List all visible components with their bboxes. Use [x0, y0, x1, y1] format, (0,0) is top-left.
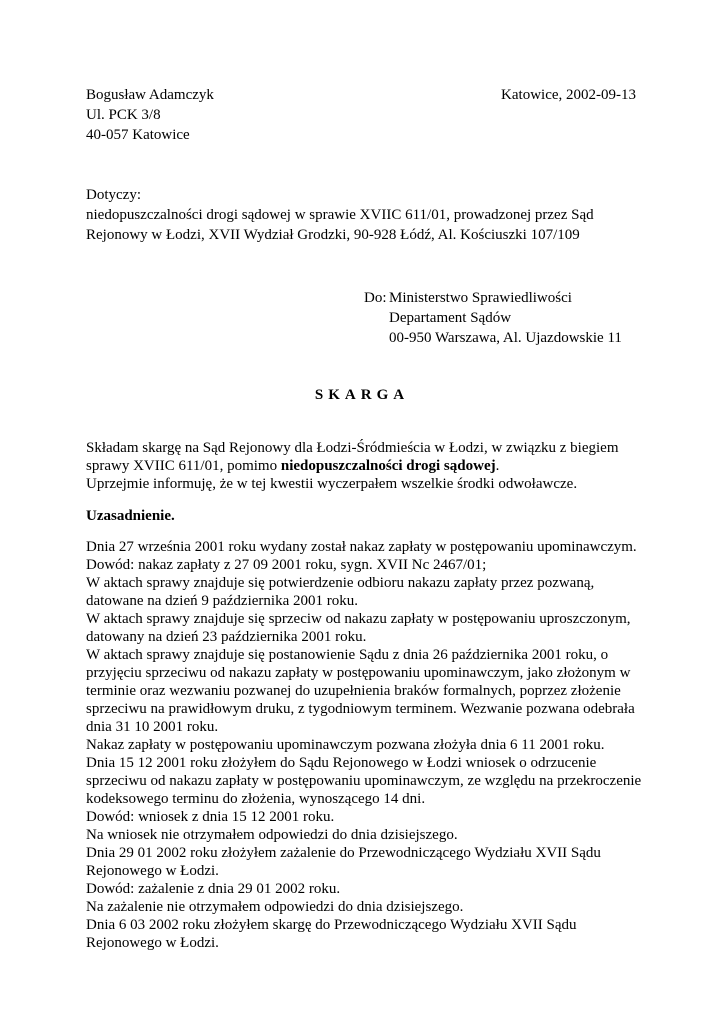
intro-text: sprawy XVIIC 611/01, pomimo: [86, 458, 281, 474]
intro-line: Składam skargę na Sąd Rejonowy dla Łodzi-Śródmieścia w Łodzi, w związku z biegiem: [86, 440, 619, 456]
sender-street: Ul. PCK 3/8: [86, 107, 161, 123]
intro-line: Uprzejmie informuję, że w tej kwestii wyczerpałem wszelkie środki odwoławcze.: [86, 476, 578, 492]
intro-emphasis: niedopuszczalności drogi sądowej: [280, 458, 496, 474]
fact-line: W aktach sprawy znajduje się potwierdzenie odbioru nakazu zapłaty przez pozwaną,: [86, 575, 595, 591]
fact-line: W aktach sprawy znajduje się sprzeciw od nakazu zapłaty w postępowaniu uproszczonym,: [86, 611, 631, 627]
subject-line: niedopuszczalności drogi sądowej w sprawie XVIIC 611/01, prowadzonej przez Sąd: [86, 207, 594, 223]
fact-line: Dnia 6 03 2002 roku złożyłem skargę do Przewodniczącego Wydziału XVII Sądu: [86, 917, 577, 933]
subject-line: Rejonowy w Łodzi, XVII Wydział Grodzki, 90-928 Łódź, Al. Kościuszki 107/109: [86, 227, 580, 243]
fact-line: Dnia 27 września 2001 roku wydany został nakaz zapłaty w postępowaniu upominawczym.: [86, 539, 637, 555]
fact-line: W aktach sprawy znajduje się postanowienie Sądu z dnia 26 października 2001 roku, o: [86, 647, 609, 663]
fact-line: Dowód: zażalenie z dnia 29 01 2002 roku.: [86, 881, 341, 897]
fact-line: sprzeciwu na prawidłowym druku, z tygodniowym terminem. Wezwanie pozwana odebrała: [86, 701, 635, 717]
intro-line: [86, 458, 619, 476]
fact-line: Dnia 15 12 2001 roku złożyłem do Sądu Rejonowego w Łodzi wniosek o odrzucenie: [86, 755, 597, 771]
fact-line: datowany na dzień 23 października 2001 roku.: [86, 629, 367, 645]
fact-line: przyjęciu sprzeciwu od nakazu zapłaty w postępowaniu upominawczym, jako złożonym w: [86, 665, 631, 681]
fact-line: Dowód: wniosek z dnia 15 12 2001 roku.: [86, 809, 335, 825]
sender-name: Bogusław Adamczyk: [86, 87, 214, 103]
intro-paragraph: [86, 440, 619, 494]
fact-line: Dowód: nakaz zapłaty z 27 09 2001 roku, sygn. XVII Nc 2467/01;: [86, 557, 487, 573]
fact-line: Dnia 29 01 2002 roku złożyłem zażalenie do Przewodniczącego Wydziału XVII Sądu: [86, 845, 601, 861]
sender-city: 40-057 Katowice: [86, 127, 190, 143]
addressee-line: Departament Sądów: [389, 310, 512, 326]
document-title: SKARGA: [314, 387, 410, 403]
facts-list: [86, 539, 641, 953]
addressee-block: [364, 290, 622, 350]
fact-line: terminie oraz wezwaniu pozwanej do uzupełnienia braków formalnych, poprzez złożenie: [86, 683, 621, 699]
subject-label: Dotyczy:: [86, 187, 141, 203]
place-date: Katowice, 2002-09-13: [501, 87, 636, 103]
fact-line: Na zażalenie nie otrzymałem odpowiedzi do dnia dzisiejszego.: [86, 899, 464, 915]
justification-heading: Uzasadnienie.: [86, 508, 175, 524]
intro-text: .: [495, 458, 500, 474]
fact-line: Rejonowego w Łodzi.: [86, 935, 219, 951]
fact-line: Rejonowego w Łodzi.: [86, 863, 219, 879]
fact-line: dnia 31 10 2001 roku.: [86, 719, 219, 735]
subject-block: [86, 187, 594, 247]
addressee-prefix: Do:: [364, 290, 387, 306]
fact-line: Na wniosek nie otrzymałem odpowiedzi do dnia dzisiejszego.: [86, 827, 458, 843]
addressee-line: 00-950 Warszawa, Al. Ujazdowskie 11: [389, 330, 622, 346]
fact-line: kodeksowego terminu do złożenia, wynoszącego 14 dni.: [86, 791, 426, 807]
addressee-line: Ministerstwo Sprawiedliwości: [389, 290, 572, 306]
sender-block: [86, 87, 214, 147]
fact-line: sprzeciwu od nakazu zapłaty w postępowaniu upominawczym, ze względu na przekroczenie: [86, 773, 642, 789]
fact-line: Nakaz zapłaty w postępowaniu upominawczym pozwana złożyła dnia 6 11 2001 roku.: [86, 737, 605, 753]
fact-line: datowane na dzień 9 października 2001 roku.: [86, 593, 358, 609]
